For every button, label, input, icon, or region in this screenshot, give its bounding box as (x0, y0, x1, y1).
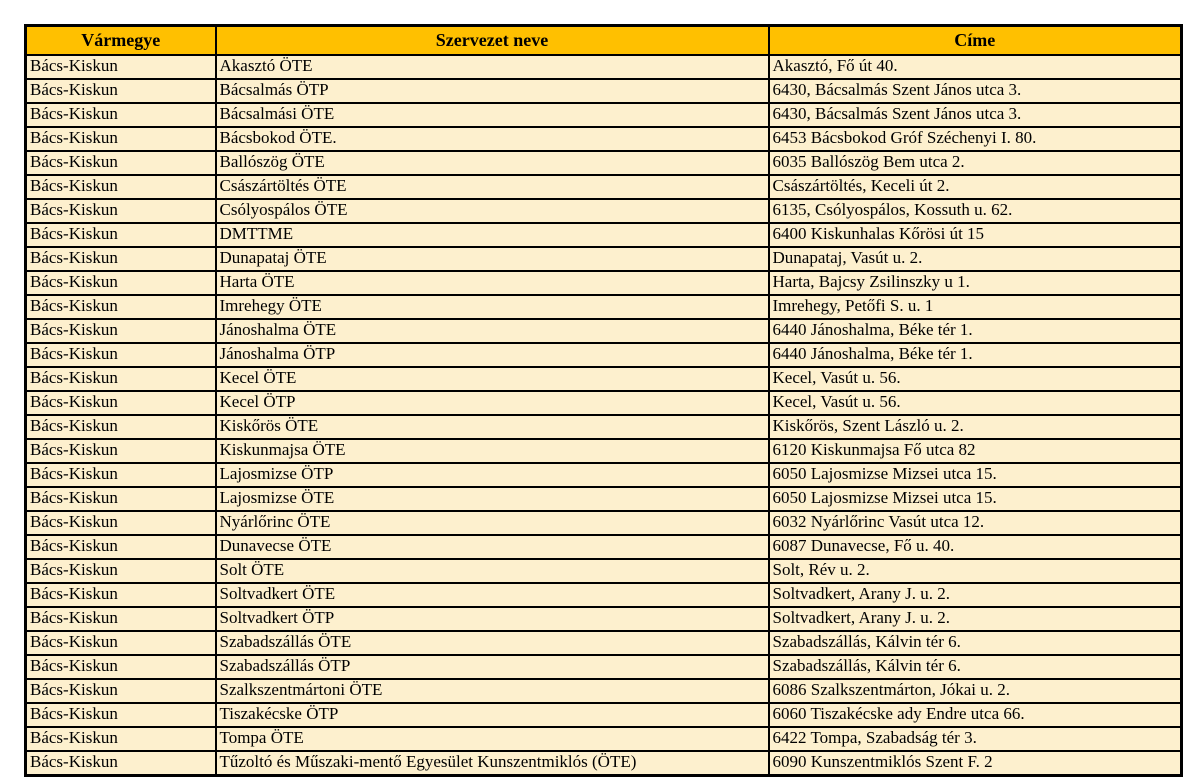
table-row (26, 55, 1182, 79)
cell-county[interactable]: Bács-Kiskun (26, 319, 216, 343)
cell-address[interactable]: 6086 Szalkszentmárton, Jókai u. 2. (769, 679, 1182, 703)
table-row (26, 559, 1182, 583)
cell-county[interactable]: Bács-Kiskun (26, 511, 216, 535)
table-row (26, 271, 1182, 295)
table-row (26, 391, 1182, 415)
cell-address[interactable]: Akasztó, Fő út 40. (769, 55, 1182, 79)
cell-organization[interactable]: Lajosmizse ÖTP (216, 463, 769, 487)
cell-address[interactable]: 6135, Csólyospálos, Kossuth u. 62. (769, 199, 1182, 223)
table-row (26, 175, 1182, 199)
table-row (26, 103, 1182, 127)
cell-county[interactable]: Bács-Kiskun (26, 391, 216, 415)
table-row (26, 247, 1182, 271)
cell-organization[interactable]: Bácsalmás ÖTP (216, 79, 769, 103)
table-row (26, 655, 1182, 679)
cell-county[interactable]: Bács-Kiskun (26, 703, 216, 727)
cell-organization[interactable]: DMTTME (216, 223, 769, 247)
cell-county[interactable]: Bács-Kiskun (26, 199, 216, 223)
table-row (26, 727, 1182, 751)
cell-address[interactable]: 6050 Lajosmizse Mizsei utca 15. (769, 463, 1182, 487)
cell-organization[interactable]: Dunavecse ÖTE (216, 535, 769, 559)
table-row (26, 487, 1182, 511)
table-body (26, 55, 1182, 776)
table-row (26, 79, 1182, 103)
table-row (26, 199, 1182, 223)
cell-county[interactable]: Bács-Kiskun (26, 55, 216, 79)
cell-county[interactable]: Bács-Kiskun (26, 535, 216, 559)
table-row (26, 583, 1182, 607)
cell-organization[interactable]: Kecel ÖTP (216, 391, 769, 415)
cell-county[interactable]: Bács-Kiskun (26, 607, 216, 631)
table-row (26, 631, 1182, 655)
cell-address[interactable]: Kecel, Vasút u. 56. (769, 367, 1182, 391)
table-row (26, 535, 1182, 559)
cell-address[interactable]: 6032 Nyárlőrinc Vasút utca 12. (769, 511, 1182, 535)
table-row (26, 319, 1182, 343)
cell-county[interactable]: Bács-Kiskun (26, 679, 216, 703)
cell-address[interactable]: Császártöltés, Keceli út 2. (769, 175, 1182, 199)
cell-organization[interactable]: Imrehegy ÖTE (216, 295, 769, 319)
cell-county[interactable]: Bács-Kiskun (26, 439, 216, 463)
spreadsheet-area (24, 24, 1183, 777)
cell-county[interactable]: Bács-Kiskun (26, 79, 216, 103)
cell-organization[interactable]: Lajosmizse ÖTE (216, 487, 769, 511)
cell-organization[interactable]: Kiskőrös ÖTE (216, 415, 769, 439)
cell-organization[interactable]: Tiszakécske ÖTP (216, 703, 769, 727)
cell-county[interactable]: Bács-Kiskun (26, 559, 216, 583)
cell-county[interactable]: Bács-Kiskun (26, 367, 216, 391)
cell-organization[interactable]: Harta ÖTE (216, 271, 769, 295)
cell-address[interactable]: 6090 Kunszentmiklós Szent F. 2 (769, 751, 1182, 776)
cell-county[interactable]: Bács-Kiskun (26, 655, 216, 679)
table-row (26, 751, 1182, 776)
cell-organization[interactable]: Szabadszállás ÖTE (216, 631, 769, 655)
table-row (26, 439, 1182, 463)
table-row (26, 511, 1182, 535)
cell-address[interactable]: Harta, Bajcsy Zsilinszky u 1. (769, 271, 1182, 295)
table-row (26, 151, 1182, 175)
cell-address[interactable]: 6400 Kiskunhalas Kőrösi út 15 (769, 223, 1182, 247)
cell-address[interactable]: 6060 Tiszakécske ady Endre utca 66. (769, 703, 1182, 727)
cell-organization[interactable]: Császártöltés ÖTE (216, 175, 769, 199)
cell-organization[interactable]: Tűzoltó és Műszaki-mentő Egyesület Kunszentmiklós (ÖTE) (216, 751, 769, 776)
cell-county[interactable]: Bács-Kiskun (26, 175, 216, 199)
cell-address[interactable]: 6453 Bácsbokod Gróf Széchenyi I. 80. (769, 127, 1182, 151)
cell-organization[interactable]: Solt ÖTE (216, 559, 769, 583)
table-row (26, 127, 1182, 151)
column-header-organization[interactable]: Szervezet neve (216, 26, 769, 56)
cell-county[interactable]: Bács-Kiskun (26, 463, 216, 487)
table-row (26, 343, 1182, 367)
table-row (26, 679, 1182, 703)
cell-organization[interactable]: Kecel ÖTE (216, 367, 769, 391)
cell-organization[interactable]: Bácsalmási ÖTE (216, 103, 769, 127)
cell-address[interactable]: 6035 Ballószög Bem utca 2. (769, 151, 1182, 175)
cell-county[interactable]: Bács-Kiskun (26, 271, 216, 295)
cell-address[interactable]: Soltvadkert, Arany J. u. 2. (769, 583, 1182, 607)
table-row (26, 703, 1182, 727)
cell-address[interactable]: 6087 Dunavecse, Fő u. 40. (769, 535, 1182, 559)
cell-county[interactable]: Bács-Kiskun (26, 751, 216, 776)
cell-address[interactable]: 6120 Kiskunmajsa Fő utca 82 (769, 439, 1182, 463)
cell-address[interactable]: Solt, Rév u. 2. (769, 559, 1182, 583)
cell-address[interactable]: 6430, Bácsalmás Szent János utca 3. (769, 79, 1182, 103)
cell-county[interactable]: Bács-Kiskun (26, 631, 216, 655)
cell-organization[interactable]: Jánoshalma ÖTE (216, 319, 769, 343)
column-header-address[interactable]: Címe (769, 26, 1182, 56)
cell-organization[interactable]: Dunapataj ÖTE (216, 247, 769, 271)
cell-address[interactable]: 6430, Bácsalmás Szent János utca 3. (769, 103, 1182, 127)
cell-organization[interactable]: Nyárlőrinc ÖTE (216, 511, 769, 535)
cell-county[interactable]: Bács-Kiskun (26, 223, 216, 247)
cell-address[interactable]: Szabadszállás, Kálvin tér 6. (769, 655, 1182, 679)
cell-county[interactable]: Bács-Kiskun (26, 415, 216, 439)
table-row (26, 607, 1182, 631)
table-row (26, 463, 1182, 487)
cell-county[interactable]: Bács-Kiskun (26, 247, 216, 271)
cell-county[interactable]: Bács-Kiskun (26, 727, 216, 751)
cell-address[interactable]: Szabadszállás, Kálvin tér 6. (769, 631, 1182, 655)
cell-organization[interactable]: Csólyospálos ÖTE (216, 199, 769, 223)
cell-organization[interactable]: Soltvadkert ÖTE (216, 583, 769, 607)
organizations-table (24, 24, 1183, 777)
cell-organization[interactable]: Szabadszállás ÖTP (216, 655, 769, 679)
cell-organization[interactable]: Kiskunmajsa ÖTE (216, 439, 769, 463)
cell-organization[interactable]: Szalkszentmártoni ÖTE (216, 679, 769, 703)
table-row (26, 415, 1182, 439)
column-header-county[interactable]: Vármegye (26, 26, 216, 56)
cell-address[interactable]: Imrehegy, Petőfi S. u. 1 (769, 295, 1182, 319)
cell-address[interactable]: 6440 Jánoshalma, Béke tér 1. (769, 319, 1182, 343)
cell-organization[interactable]: Soltvadkert ÖTP (216, 607, 769, 631)
cell-organization[interactable]: Ballószög ÖTE (216, 151, 769, 175)
cell-county[interactable]: Bács-Kiskun (26, 583, 216, 607)
table-row (26, 223, 1182, 247)
cell-organization[interactable]: Bácsbokod ÖTE. (216, 127, 769, 151)
cell-organization[interactable]: Akasztó ÖTE (216, 55, 769, 79)
cell-county[interactable]: Bács-Kiskun (26, 343, 216, 367)
cell-address[interactable]: 6422 Tompa, Szabadság tér 3. (769, 727, 1182, 751)
cell-county[interactable]: Bács-Kiskun (26, 487, 216, 511)
cell-organization[interactable]: Tompa ÖTE (216, 727, 769, 751)
cell-county[interactable]: Bács-Kiskun (26, 103, 216, 127)
cell-address[interactable]: Dunapataj, Vasút u. 2. (769, 247, 1182, 271)
cell-address[interactable]: 6440 Jánoshalma, Béke tér 1. (769, 343, 1182, 367)
cell-address[interactable]: Kecel, Vasút u. 56. (769, 391, 1182, 415)
cell-county[interactable]: Bács-Kiskun (26, 127, 216, 151)
cell-address[interactable]: Soltvadkert, Arany J. u. 2. (769, 607, 1182, 631)
cell-organization[interactable]: Jánoshalma ÖTP (216, 343, 769, 367)
table-header-row (26, 26, 1182, 56)
cell-county[interactable]: Bács-Kiskun (26, 295, 216, 319)
cell-address[interactable]: Kiskőrös, Szent László u. 2. (769, 415, 1182, 439)
table-row (26, 367, 1182, 391)
table-row (26, 295, 1182, 319)
cell-address[interactable]: 6050 Lajosmizse Mizsei utca 15. (769, 487, 1182, 511)
cell-county[interactable]: Bács-Kiskun (26, 151, 216, 175)
